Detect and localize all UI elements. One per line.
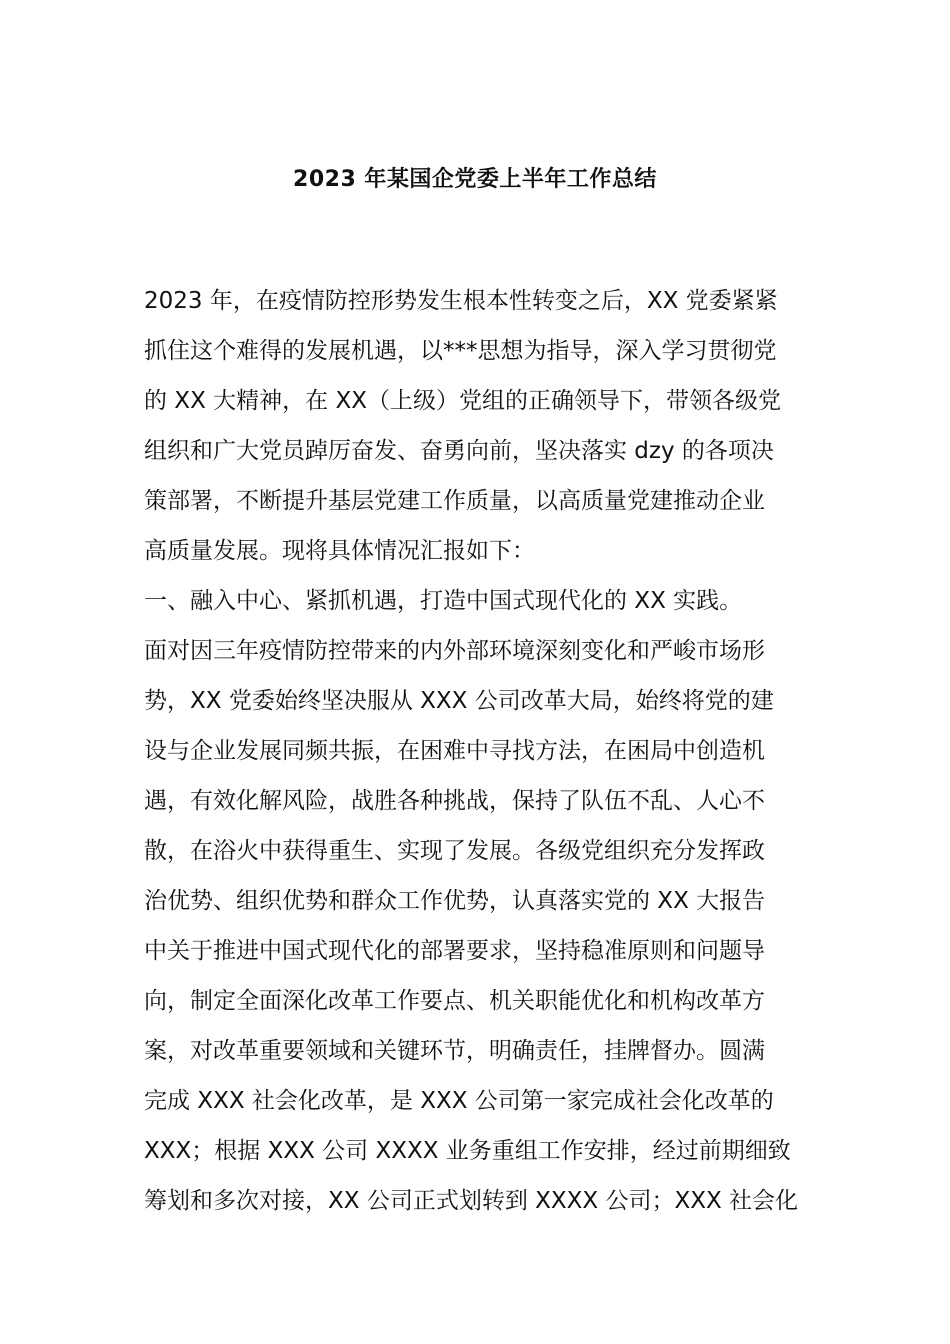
body-line: 筹划和多次对接，XX 公司正式划转到 XXXX 公司；XXX 社会化 bbox=[144, 1188, 799, 1214]
body-line: 案，对改革重要领域和关键环节，明确责任，挂牌督办。圆满 bbox=[144, 1038, 765, 1064]
body-line: 散，在浴火中获得重生、实现了发展。各级党组织充分发挥政 bbox=[144, 838, 765, 864]
body-line: 的 XX 大精神，在 XX（上级）党组的正确领导下，带领各级党 bbox=[144, 388, 781, 414]
body-line: 组织和广大党员踔厉奋发、奋勇向前，坚决落实 dzy 的各项决 bbox=[144, 438, 774, 464]
body-line: 中关于推进中国式现代化的部署要求，坚持稳准原则和问题导 bbox=[144, 938, 765, 964]
document-title: 2023 年某国企党委上半年工作总结 bbox=[293, 167, 657, 192]
document-body bbox=[144, 276, 808, 1226]
body-line: 抓住这个难得的发展机遇，以***思想为指导，深入学习贯彻党 bbox=[144, 338, 777, 364]
body-line: 向，制定全面深化改革工作要点、机关职能优化和机构改革方 bbox=[144, 988, 765, 1014]
body-line: 高质量发展。现将具体情况汇报如下： bbox=[144, 538, 535, 564]
body-line: XXX；根据 XXX 公司 XXXX 业务重组工作安排，经过前期细致 bbox=[144, 1138, 791, 1164]
body-line: 2023 年，在疫情防控形势发生根本性转变之后，XX 党委紧紧 bbox=[144, 288, 778, 314]
body-line: 遇，有效化解风险，战胜各种挑战，保持了队伍不乱、人心不 bbox=[144, 788, 765, 814]
body-line: 治优势、组织优势和群众工作优势，认真落实党的 XX 大报告 bbox=[144, 888, 766, 914]
section-heading: 一、融入中心、紧抓机遇，打造中国式现代化的 XX 实践。 bbox=[144, 588, 743, 614]
body-line: 面对因三年疫情防控带来的内外部环境深刻变化和严峻市场形 bbox=[144, 638, 765, 664]
body-line: 设与企业发展同频共振，在困难中寻找方法，在困局中创造机 bbox=[144, 738, 765, 764]
body-line: 势，XX 党委始终坚决服从 XXX 公司改革大局，始终将党的建 bbox=[144, 688, 774, 714]
body-line: 完成 XXX 社会化改革，是 XXX 公司第一家完成社会化改革的 bbox=[144, 1088, 774, 1114]
body-line: 策部署，不断提升基层党建工作质量，以高质量党建推动企业 bbox=[144, 488, 765, 514]
